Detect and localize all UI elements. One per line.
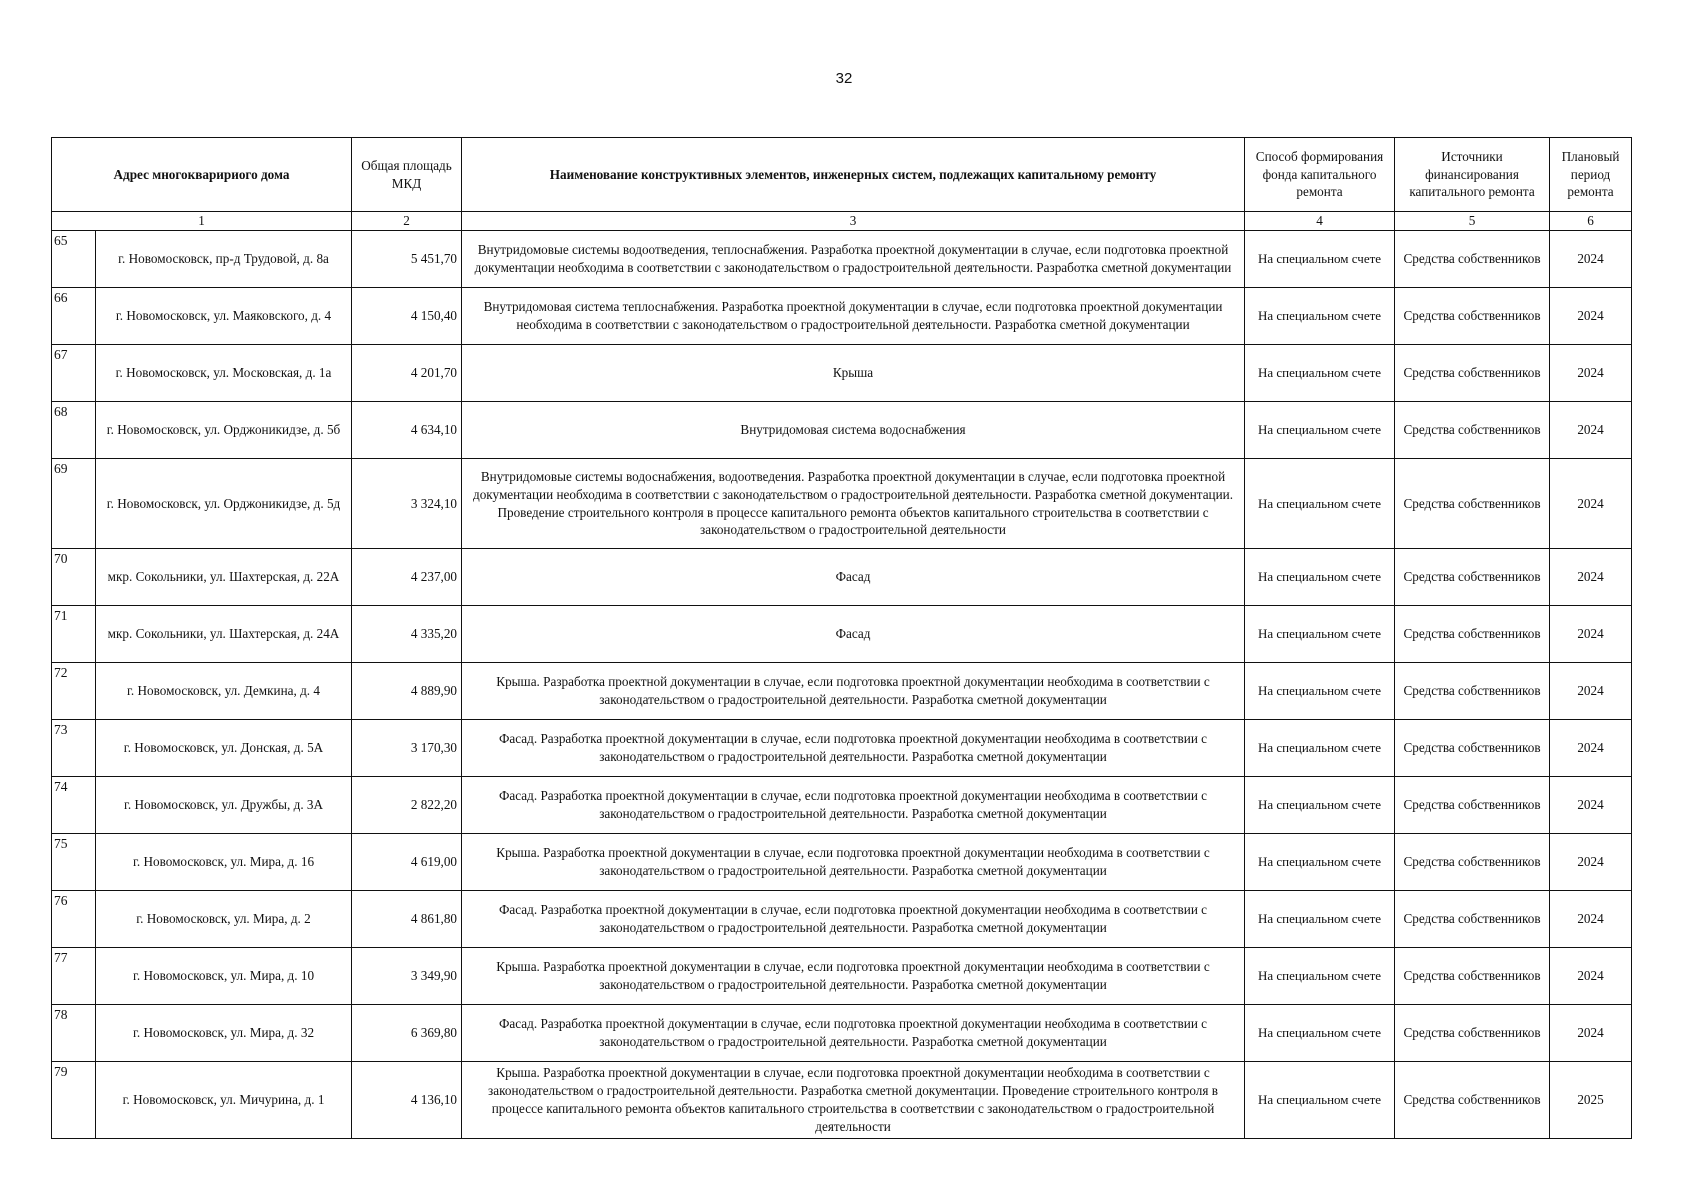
building-address: г. Новомосковск, ул. Дружбы, д. 3А [96,777,352,834]
building-address: мкр. Сокольники, ул. Шахтерская, д. 22А [96,549,352,606]
building-address: г. Новомосковск, ул. Мира, д. 2 [96,891,352,948]
column-number-row [52,212,1632,231]
building-address: г. Новомосковск, ул. Московская, д. 1а [96,345,352,402]
planned-period: 2024 [1550,663,1632,720]
column-number: 1 [52,212,352,231]
repair-works: Крыша. Разработка проектной документации в случае, если подготовка проектной документации необходима в соответствии с законодательством о градостроительной деятельности. Разработка сметной документации [462,948,1245,1005]
planned-period: 2024 [1550,777,1632,834]
fund-method: На специальном счете [1245,948,1395,1005]
funding-source: Средства собственников [1395,402,1550,459]
funding-source: Средства собственников [1395,549,1550,606]
row-number: 66 [52,288,96,345]
header-period: Плановый период ремонта [1550,138,1632,212]
repair-works: Крыша. Разработка проектной документации в случае, если подготовка проектной документации необходима в соответствии с законодательством о градостроительной деятельности. Разработка сметной документации [462,834,1245,891]
fund-method: На специальном счете [1245,720,1395,777]
row-number: 75 [52,834,96,891]
total-area: 3 349,90 [352,948,462,1005]
planned-period: 2024 [1550,720,1632,777]
fund-method: На специальном счете [1245,1062,1395,1139]
total-area: 2 822,20 [352,777,462,834]
row-number: 71 [52,606,96,663]
planned-period: 2024 [1550,549,1632,606]
planned-period: 2024 [1550,1005,1632,1062]
repair-works: Фасад. Разработка проектной документации в случае, если подготовка проектной документации необходима в соответствии с законодательством о градостроительной деятельности. Разработка сметной документации [462,891,1245,948]
table-row [52,891,1632,948]
table-row [52,549,1632,606]
column-number: 4 [1245,212,1395,231]
funding-source: Средства собственников [1395,459,1550,549]
funding-source: Средства собственников [1395,231,1550,288]
total-area: 4 150,40 [352,288,462,345]
total-area: 4 861,80 [352,891,462,948]
building-address: г. Новомосковск, ул. Мичурина, д. 1 [96,1062,352,1139]
row-number: 79 [52,1062,96,1139]
repair-works: Крыша. Разработка проектной документации в случае, если подготовка проектной документации необходима в соответствии с законодательством о градостроительной деятельности. Разработка сметной документации. Проведение строительного контроля в процессе капитального ремонта объектов капитального строительства в соответствии с законодательством о градостроительной деятельности [462,1062,1245,1139]
total-area: 6 369,80 [352,1005,462,1062]
fund-method: На специальном счете [1245,663,1395,720]
funding-source: Средства собственников [1395,1062,1550,1139]
table-row [52,720,1632,777]
row-number: 70 [52,549,96,606]
table-row [52,231,1632,288]
row-number: 73 [52,720,96,777]
building-address: г. Новомосковск, ул. Демкина, д. 4 [96,663,352,720]
header-area: Общая площадь МКД [352,138,462,212]
row-number: 67 [52,345,96,402]
header-row [52,138,1632,212]
fund-method: На специальном счете [1245,834,1395,891]
repair-works: Фасад [462,549,1245,606]
header-source: Источники финансирования капитального ремонта [1395,138,1550,212]
page-number: 32 [835,70,853,87]
row-number: 72 [52,663,96,720]
building-address: г. Новомосковск, ул. Мира, д. 32 [96,1005,352,1062]
total-area: 4 335,20 [352,606,462,663]
total-area: 4 634,10 [352,402,462,459]
column-number: 3 [462,212,1245,231]
fund-method: На специальном счете [1245,402,1395,459]
total-area: 3 170,30 [352,720,462,777]
total-area: 4 201,70 [352,345,462,402]
building-address: г. Новомосковск, пр-д Трудовой, д. 8а [96,231,352,288]
repair-works: Крыша [462,345,1245,402]
table-row [52,834,1632,891]
funding-source: Средства собственников [1395,834,1550,891]
fund-method: На специальном счете [1245,288,1395,345]
planned-period: 2024 [1550,459,1632,549]
row-number: 77 [52,948,96,1005]
fund-method: На специальном счете [1245,231,1395,288]
funding-source: Средства собственников [1395,606,1550,663]
planned-period: 2024 [1550,948,1632,1005]
capital-repair-table [51,137,1632,1139]
fund-method: На специальном счете [1245,891,1395,948]
table-row [52,345,1632,402]
total-area: 3 324,10 [352,459,462,549]
table-row [52,948,1632,1005]
planned-period: 2024 [1550,231,1632,288]
repair-works: Внутридомовые системы водоотведения, теплоснабжения. Разработка проектной документации в случае, если подготовка проектной документации необходима в соответствии с законодательством о градостроительной деятельности. Разработка сметной документации [462,231,1245,288]
repair-works: Внутридомовая система водоснабжения [462,402,1245,459]
planned-period: 2024 [1550,345,1632,402]
repair-works: Внутридомовая система теплоснабжения. Разработка проектной документации в случае, если подготовка проектной документации необходима в соответствии с законодательством о градостроительной деятельности. Разработка сметной документации [462,288,1245,345]
fund-method: На специальном счете [1245,1005,1395,1062]
row-number: 74 [52,777,96,834]
column-number: 5 [1395,212,1550,231]
table-row [52,663,1632,720]
fund-method: На специальном счете [1245,606,1395,663]
building-address: г. Новомосковск, ул. Орджоникидзе, д. 5д [96,459,352,549]
funding-source: Средства собственников [1395,948,1550,1005]
table-row [52,402,1632,459]
total-area: 4 619,00 [352,834,462,891]
building-address: г. Новомосковск, ул. Маяковского, д. 4 [96,288,352,345]
planned-period: 2024 [1550,288,1632,345]
funding-source: Средства собственников [1395,345,1550,402]
fund-method: На специальном счете [1245,345,1395,402]
building-address: г. Новомосковск, ул. Орджоникидзе, д. 5б [96,402,352,459]
planned-period: 2025 [1550,1062,1632,1139]
building-address: г. Новомосковск, ул. Мира, д. 16 [96,834,352,891]
table-row [52,777,1632,834]
planned-period: 2024 [1550,891,1632,948]
repair-works: Фасад. Разработка проектной документации в случае, если подготовка проектной документации необходима в соответствии с законодательством о градостроительной деятельности. Разработка сметной документации [462,720,1245,777]
row-number: 69 [52,459,96,549]
funding-source: Средства собственников [1395,1005,1550,1062]
fund-method: На специальном счете [1245,777,1395,834]
row-number: 68 [52,402,96,459]
header-works: Наименование конструктивных элементов, инженерных систем, подлежащих капитальному ремонту [462,138,1245,212]
column-number: 6 [1550,212,1632,231]
fund-method: На специальном счете [1245,549,1395,606]
total-area: 4 889,90 [352,663,462,720]
building-address: г. Новомосковск, ул. Донская, д. 5А [96,720,352,777]
planned-period: 2024 [1550,834,1632,891]
funding-source: Средства собственников [1395,288,1550,345]
row-number: 78 [52,1005,96,1062]
column-number: 2 [352,212,462,231]
row-number: 65 [52,231,96,288]
repair-works: Фасад. Разработка проектной документации в случае, если подготовка проектной документации необходима в соответствии с законодательством о градостроительной деятельности. Разработка сметной документации [462,777,1245,834]
table-row [52,459,1632,549]
total-area: 4 237,00 [352,549,462,606]
funding-source: Средства собственников [1395,663,1550,720]
funding-source: Средства собственников [1395,891,1550,948]
funding-source: Средства собственников [1395,777,1550,834]
planned-period: 2024 [1550,402,1632,459]
table-row [52,1005,1632,1062]
header-address: Адрес многокваририого дома [52,138,352,212]
table-row [52,1062,1632,1139]
building-address: г. Новомосковск, ул. Мира, д. 10 [96,948,352,1005]
total-area: 4 136,10 [352,1062,462,1139]
planned-period: 2024 [1550,606,1632,663]
total-area: 5 451,70 [352,231,462,288]
building-address: мкр. Сокольники, ул. Шахтерская, д. 24А [96,606,352,663]
funding-source: Средства собственников [1395,720,1550,777]
fund-method: На специальном счете [1245,459,1395,549]
repair-works: Крыша. Разработка проектной документации в случае, если подготовка проектной документации необходима в соответствии с законодательством о градостроительной деятельности. Разработка сметной документации [462,663,1245,720]
table-row [52,606,1632,663]
header-method: Способ формирования фонда капитального ремонта [1245,138,1395,212]
row-number: 76 [52,891,96,948]
repair-works: Фасад [462,606,1245,663]
repair-works: Фасад. Разработка проектной документации в случае, если подготовка проектной документации необходима в соответствии с законодательством о градостроительной деятельности. Разработка сметной документации [462,1005,1245,1062]
repair-works: Внутридомовые системы водоснабжения, водоотведения. Разработка проектной документации в случае, если подготовка проектной документации необходима в соответствии с законодательством о градостроительной деятельности. Разработка сметной документации. Проведение строительного контроля в процессе капитального ремонта объектов капитального строительства в соответствии с законодательством о градостроительной деятельности [462,459,1245,549]
table-row [52,288,1632,345]
